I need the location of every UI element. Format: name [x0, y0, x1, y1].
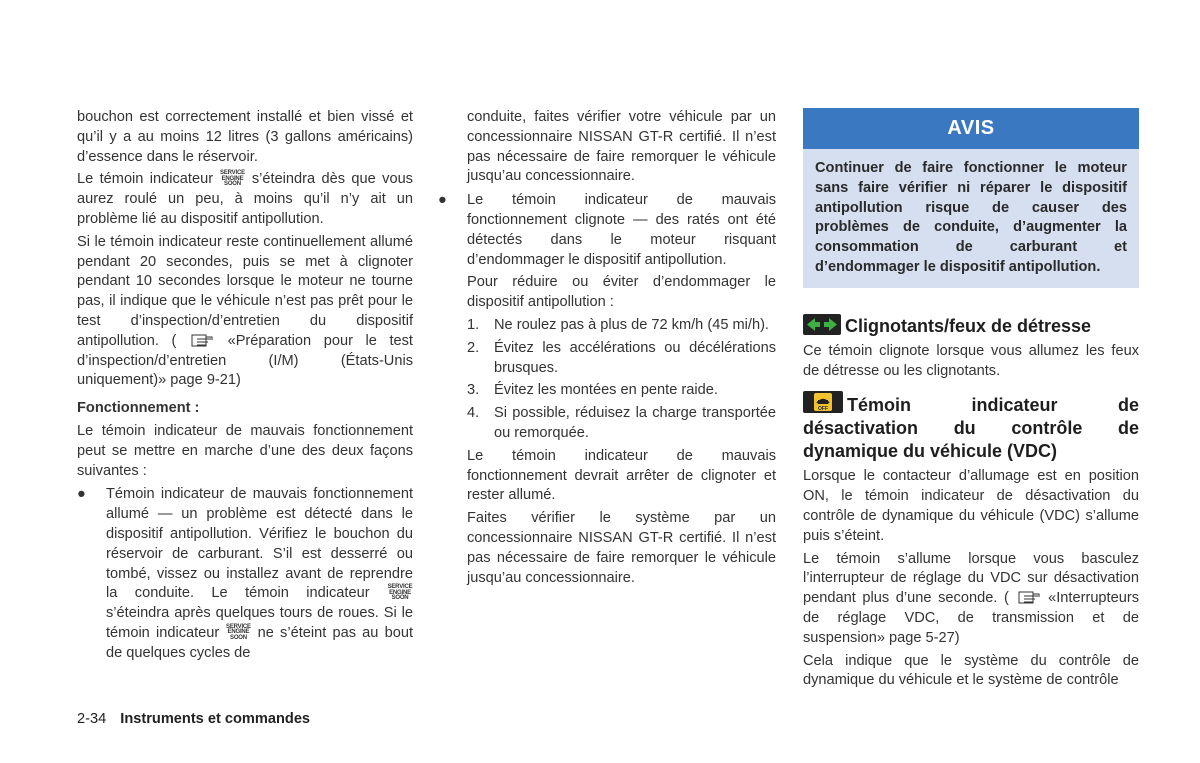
bullet-icon: ●	[77, 486, 86, 503]
icon-text: ENGINE	[221, 175, 244, 182]
reference-hand-icon	[1016, 591, 1042, 605]
list-number: 2.	[467, 339, 480, 356]
text-span: ne s’éteint pas au bout de quelques cycles de	[106, 624, 413, 661]
notice-box	[803, 108, 1139, 288]
bullet-icon: ●	[438, 192, 447, 209]
paragraph: Faites vérifier le système par un concessionnaire NISSAN GT-R certifié. Il n’est pas nécessaire de faire remorquer le véhicule jusqu’au concessionnaire.	[467, 510, 776, 586]
bullet-item	[438, 191, 776, 270]
list-text: Si possible, réduisez la charge transportée ou remorquée.	[494, 405, 776, 441]
paragraph: Lorsque le contacteur d’allumage est en position ON, le témoin indicateur de désactivation du contrôle de dynamique du véhicule (VDC) s’allume puis s’éteint.	[803, 468, 1139, 544]
section-heading	[803, 314, 1139, 338]
text-span: «Interrupteurs de réglage VDC, de transmission et de suspension» page 5-27)	[803, 590, 1139, 646]
list-item	[467, 404, 776, 444]
icon-text: SOON	[224, 181, 241, 188]
section-title-text: Clignotants/feux de détresse	[845, 315, 1092, 336]
text-span: Le témoin indicateur de mauvais fonctionnement clignote — des ratés ont été détectés dans le moteur risquant d’endommager le dispositif antipollution.	[467, 192, 776, 268]
list-item	[467, 381, 776, 401]
list-text: Ne roulez pas à plus de 72 km/h (45 mi/h).	[494, 316, 769, 333]
footer-title: Instruments et commandes	[120, 711, 311, 727]
list-text: Évitez les accélérations ou décélérations brusques.	[494, 339, 776, 376]
column-middle	[438, 108, 776, 591]
list-item	[467, 339, 776, 379]
column-right	[803, 108, 1139, 694]
paragraph: Ce témoin clignote lorsque vous allumez les feux de détresse ou les clignotants.	[803, 342, 1139, 379]
text-span: s’éteindra après quelques tours de roues. Si le témoin indicateur	[106, 605, 413, 641]
paragraph: Le témoin indicateur de mauvais fonctionnement devrait arrêter de clignoter et rester allumé.	[467, 447, 776, 504]
icon-text: SOON	[391, 595, 409, 602]
vdc-off-label: OFF	[818, 406, 828, 413]
page-number: 2-34	[77, 711, 107, 727]
text-span: Le témoin s’allume lorsque vous basculez l’interrupteur de réglage du VDC sur désactivation pendant plus d’une seconde. (	[803, 550, 1139, 607]
paragraph: Pour réduire ou éviter d’endommager le dispositif antipollution :	[467, 274, 776, 311]
paragraph	[77, 233, 413, 391]
notice-body: Continuer de faire fonctionner le moteur sans faire vérifier ni réparer le dispositif antipollution risque de causer des problèmes de conduite, d’augmenter la consommation de carburant et d’endommager le dispositif antipollution.	[815, 160, 1127, 275]
service-engine-soon-icon	[225, 625, 251, 642]
paragraph	[803, 550, 1139, 649]
text-span: Si le témoin indicateur reste continuellement allumé pendant 20 secondes, puis se met à clignoter pendant 10 secondes lorsque le moteur ne tourne pas, il indique que le véhicule n’est pas prêt pour le test d’inspection/d’entretien du dispositif antipollution. (	[77, 233, 413, 349]
paragraph: bouchon est correctement installé et bien vissé et qu’il y a au moins 12 litres (3 gallons américains) d’essence dans le réservoir.	[77, 109, 413, 165]
icon-text: ENGINE	[389, 589, 411, 596]
text-span: Témoin indicateur de mauvais fonctionnement allumé — un problème est détecté dans le dispositif antipollution. Vérifiez le bouchon du réservoir de carburant. S’il est desserré ou tombé, vissez ou installez avant de reprendre la conduite. Le témoin indicateur	[106, 486, 413, 602]
section-title-text: Témoin indicateur de désactivation du contrôle de dynamique du véhicule (VDC)	[803, 395, 1139, 462]
turn-signal-arrows-icon	[803, 314, 841, 335]
list-number: 1.	[467, 316, 480, 333]
icon-text: SERVICE	[226, 623, 251, 630]
list-number: 3.	[467, 382, 480, 399]
service-engine-soon-icon	[219, 171, 245, 188]
text-span: «Préparation pour le test d’inspection/d’entretien (I/M) (États-Unis uniquement)» page 9-21)	[77, 332, 413, 389]
service-engine-soon-icon	[387, 585, 413, 602]
bullet-item	[77, 485, 413, 663]
paragraph: conduite, faites vérifier votre véhicule par un concessionnaire NISSAN GT-R certifié. Il n’est pas nécessaire de faire remorquer le véhicule jusqu’au concessionnaire.	[467, 109, 776, 185]
column-left	[77, 108, 413, 667]
text-span: Le témoin indicateur	[77, 171, 214, 188]
text-span: s’éteindra dès que vous aurez roulé un peu, à moins qu’il n’y ait un problème lié au dispositif antipollution.	[77, 171, 413, 227]
paragraph: Le témoin indicateur de mauvais fonctionnement peut se mettre en marche d’une des deux façons suivantes :	[77, 422, 413, 479]
icon-text: SERVICE	[220, 170, 245, 177]
icon-text: ENGINE	[227, 629, 250, 636]
notice-title: AVIS	[803, 108, 1139, 149]
list-number: 4.	[467, 405, 480, 422]
page-footer	[77, 711, 310, 727]
reference-hand-icon	[189, 334, 215, 348]
paragraph	[77, 170, 413, 229]
paragraph: Cela indique que le système du contrôle de dynamique du véhicule et le système de contrôle	[803, 652, 1139, 689]
list-text: Évitez les montées en pente raide.	[494, 382, 718, 399]
icon-text: SERVICE	[387, 584, 413, 591]
icon-text: SOON	[230, 634, 247, 641]
section-heading	[803, 391, 1139, 463]
list-item	[467, 316, 776, 336]
vdc-off-icon	[803, 391, 843, 413]
subheading: Fonctionnement :	[77, 400, 200, 417]
